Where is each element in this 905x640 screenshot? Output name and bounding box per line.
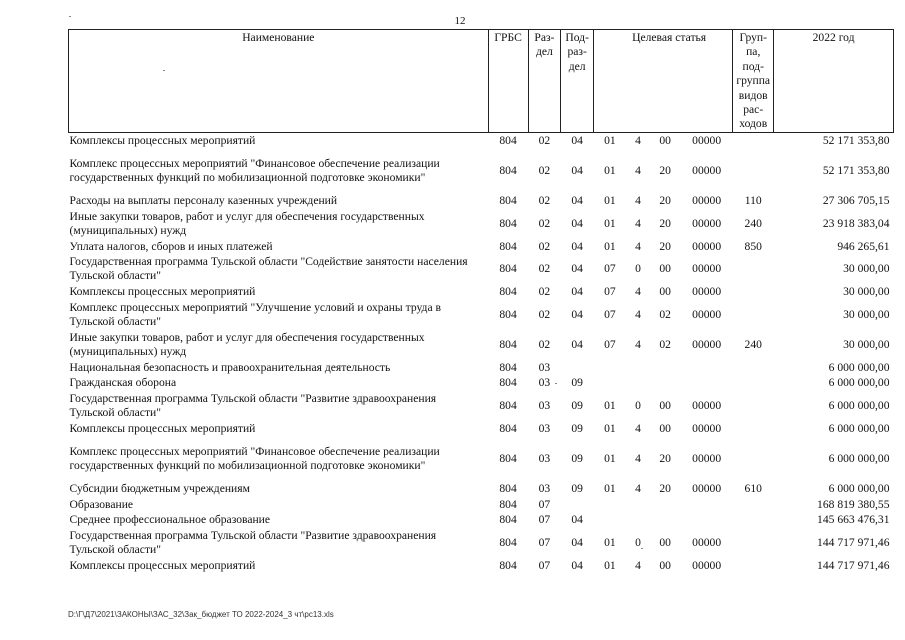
cell-name: Комплекс процессных мероприятий "Финансовое обеспечение реализации государственных функций по мобилизационной подготовке экономики" [69,444,440,472]
cell-target-direction: 00000 [692,451,722,465]
cell-grbs: 804 [499,307,517,321]
cell-podrazdel: 04 [571,513,583,527]
cell-expense-group [733,391,774,421]
cell-expense-group: 610 [744,482,762,496]
cell-name: Образование [69,497,134,511]
cell-podrazdel: 04 [571,558,583,572]
cell-name: Комплексы процессных мероприятий [69,558,256,572]
cell-razdel: 02 [538,285,551,299]
cell-razdel: 02 [538,194,551,208]
cell-grbs: 804 [499,535,517,549]
cell-target-subprogram: 00 [659,535,671,549]
cell-target-program: 01 [604,163,616,177]
cell-name: Комплексы процессных мероприятий [69,133,256,147]
cell-podrazdel: 04 [571,194,583,208]
cell-target-type: 4 [635,307,641,321]
cell-razdel: 07 [538,513,551,527]
cell-target-direction: 00000 [692,398,722,412]
cell-target-direction: 00000 [692,133,722,147]
cell-target-program: 01 [604,216,616,230]
cell-razdel: 02 [538,239,551,253]
cell-razdel: 02 [538,337,551,351]
table-row [69,284,894,300]
cell-grbs: 804 [499,497,517,511]
cell-target-program: 01 [604,133,616,147]
cell-razdel: 07 [538,535,551,549]
cell-podrazdel: 04 [571,133,583,147]
cell-name: Государственная программа Тульской области "Содействие занятости населения Тульской области" [69,255,468,283]
cell-target-direction: 00000 [692,337,722,351]
cell-target-program: 07 [604,262,616,276]
cell-name: Расходы на выплаты персоналу казенных учреждений [69,194,338,208]
cell-target-direction: 00000 [692,262,722,276]
cell-podrazdel: 09 [571,421,583,435]
cell-name: Комплекс процессных мероприятий "Улучшение условий и охраны труда в Тульской области" [69,300,441,328]
table-row [69,558,894,574]
cell-grbs: 804 [499,421,517,435]
cell-target-program [594,512,627,528]
cell-podrazdel: 04 [571,262,583,276]
cell-target-type: 0 [635,535,641,549]
cell-expense-group [733,360,774,376]
cell-grbs: 804 [499,216,517,230]
cell-target-direction: 00000 [692,216,722,230]
cell-target-subprogram: 20 [659,216,671,230]
scan-speck [163,70,165,71]
cell-amount-2022: 145 663 476,31 [817,513,890,527]
table-row [69,132,894,148]
cell-amount-2022: 27 306 705,15 [822,194,890,208]
cell-razdel: 03 [538,421,551,435]
table-row [69,360,894,376]
cell-target-type: 4 [635,451,641,465]
cell-target-type: 4 [635,216,641,230]
cell-razdel: 03 [538,360,551,374]
cell-target-direction: 00000 [692,558,722,572]
cell-target-subprogram: 20 [659,194,671,208]
cell-target-program: 01 [604,194,616,208]
cell-amount-2022: 6 000 000,00 [828,482,890,496]
cell-amount-2022: 6 000 000,00 [828,421,890,435]
cell-grbs: 804 [499,558,517,572]
cell-target-direction: 00000 [692,285,722,299]
header-grbs: ГРБС [488,30,528,133]
cell-podrazdel: 09 [571,376,583,390]
cell-expense-group [733,254,774,284]
cell-razdel: 03 [538,376,551,390]
table-row [69,528,894,558]
cell-expense-group: 240 [744,216,762,230]
cell-target-direction: 00000 [692,307,722,321]
cell-amount-2022: 946 265,61 [837,239,890,253]
table-row [69,421,894,437]
cell-target-type: 4 [635,337,641,351]
cell-expense-group [733,497,774,513]
cell-expense-group [733,375,774,391]
cell-target-subprogram: 00 [659,421,671,435]
cell-razdel: 03 [538,451,551,465]
cell-name: Национальная безопасность и правоохранительная деятельность [69,360,391,374]
cell-podrazdel: 09 [571,451,583,465]
cell-razdel: 02 [538,262,551,276]
cell-razdel: 07 [538,558,551,572]
table-row [69,512,894,528]
cell-razdel: 02 [538,216,551,230]
cell-name: Комплекс процессных мероприятий "Финансовое обеспечение реализации государственных функций по мобилизационной подготовке экономики" [69,156,440,184]
cell-grbs: 804 [499,262,517,276]
cell-amount-2022: 30 000,00 [843,262,890,276]
cell-target-program [594,375,627,391]
cell-expense-group: 240 [744,337,762,351]
table-row [69,375,894,391]
cell-target-program: 07 [604,307,616,321]
page-number: 12 [454,15,466,27]
cell-target-direction: 00000 [692,239,722,253]
cell-grbs: 804 [499,194,517,208]
cell-grbs: 804 [499,482,517,496]
table-row [69,254,894,284]
cell-target-type: 4 [635,239,641,253]
cell-amount-2022: 30 000,00 [843,285,890,299]
cell-grbs: 804 [499,133,517,147]
cell-target-subprogram: 00 [659,285,671,299]
cell-target-subprogram [650,360,681,376]
cell-target-direction: 00000 [692,421,722,435]
cell-podrazdel: 09 [571,398,583,412]
cell-name: Уплата налогов, сборов и иных платежей [69,239,273,253]
cell-expense-group [733,421,774,437]
cell-podrazdel: 04 [571,535,583,549]
cell-amount-2022: 144 717 971,46 [817,558,890,572]
cell-target-type: 0 [635,398,641,412]
cell-grbs: 804 [499,337,517,351]
cell-expense-group [733,300,774,330]
cell-podrazdel: 04 [571,307,583,321]
cell-amount-2022: 6 000 000,00 [828,360,890,374]
cell-target-type: 0 [635,262,641,276]
cell-amount-2022: 30 000,00 [843,307,890,321]
cell-target-program: 07 [604,337,616,351]
cell-target-subprogram: 02 [659,307,671,321]
cell-grbs: 804 [499,451,517,465]
cell-target-subprogram: 20 [659,451,671,465]
cell-target-direction [681,360,733,376]
file-path-footer: D:\Г\Д7\2021\ЗАКОНЫ\ЗАС_32\Зак_бюджет ТО 2022-2024_3 чт\рс13.xls [68,610,334,619]
budget-table [68,29,894,573]
cell-podrazdel: 09 [571,482,583,496]
cell-razdel: 03 [538,398,551,412]
cell-name: Иные закупки товаров, работ и услуг для обеспечения государственных (муниципальных) нужд [69,209,425,237]
cell-razdel: 02 [538,133,551,147]
cell-expense-group [733,148,774,193]
cell-podrazdel: 04 [571,337,583,351]
cell-target-type: 4 [635,285,641,299]
cell-amount-2022: 6 000 000,00 [828,451,890,465]
cell-target-subprogram: 00 [659,262,671,276]
cell-expense-group [733,558,774,574]
header-year: 2022 год [774,30,894,133]
cell-target-program: 01 [604,535,616,549]
cell-target-subprogram: 20 [659,482,671,496]
cell-target-direction: 00000 [692,535,722,549]
cell-target-direction [681,512,733,528]
cell-target-direction: 00000 [692,482,722,496]
cell-target-program [594,360,627,376]
table-row [69,193,894,209]
cell-name: Среднее профессиональное образование [69,513,271,527]
cell-target-type: 4 [635,421,641,435]
cell-name: Государственная программа Тульской области "Развитие здравоохранения Тульской области" [69,391,437,419]
cell-razdel: 03 [538,482,551,496]
table-row [69,330,894,360]
cell-expense-group: 110 [744,194,762,208]
table-row [69,148,894,193]
table-row [69,436,894,481]
cell-target-type [626,512,650,528]
cell-target-direction: 00000 [692,163,722,177]
cell-grbs: 804 [499,398,517,412]
cell-podrazdel: 04 [571,216,583,230]
scan-speck [555,383,557,384]
cell-target-type: 4 [635,194,641,208]
cell-target-subprogram: 00 [659,133,671,147]
cell-target-program: 01 [604,398,616,412]
cell-expense-group [733,528,774,558]
cell-podrazdel: 04 [571,239,583,253]
cell-expense-group: 850 [744,239,762,253]
cell-razdel: 02 [538,307,551,321]
cell-grbs: 804 [499,513,517,527]
cell-expense-group [733,436,774,481]
table-row [69,209,894,239]
cell-target-type: 4 [635,558,641,572]
header-podrazdel [561,30,594,133]
cell-target-type [626,497,650,513]
cell-target-program: 01 [604,558,616,572]
cell-razdel: 07 [538,497,551,511]
cell-target-type: 4 [635,482,641,496]
cell-amount-2022: 23 918 383,04 [822,216,890,230]
cell-amount-2022: 52 171 353,80 [822,133,890,147]
header-name: Наименование [69,30,489,133]
cell-target-subprogram [650,497,681,513]
cell-target-direction: 00000 [692,194,722,208]
cell-target-program: 01 [604,421,616,435]
cell-amount-2022: 144 717 971,46 [817,535,890,549]
cell-amount-2022: 168 819 380,55 [817,497,890,511]
cell-expense-group [733,512,774,528]
scan-speck [69,16,71,17]
cell-target-type: 4 [635,133,641,147]
cell-name: Иные закупки товаров, работ и услуг для обеспечения государственных (муниципальных) нужд [69,330,425,358]
cell-grbs: 804 [499,285,517,299]
header-group [733,30,774,133]
cell-expense-group [733,284,774,300]
cell-target-direction [681,375,733,391]
cell-podrazdel [561,360,594,376]
cell-target-program [594,497,627,513]
cell-target-subprogram [650,375,681,391]
cell-name: Комплексы процессных мероприятий [69,285,256,299]
header-group-text: Груп- па, под- группа видов рас- ходов [736,31,771,131]
cell-name: Комплексы процессных мероприятий [69,421,256,435]
header-razdel-text: Раз- дел [534,31,555,59]
cell-podrazdel: 04 [571,163,583,177]
cell-grbs: 804 [499,239,517,253]
cell-amount-2022: 6 000 000,00 [828,376,890,390]
table-row [69,239,894,255]
cell-target-type [626,360,650,376]
cell-target-program: 01 [604,451,616,465]
cell-amount-2022: 52 171 353,80 [822,163,890,177]
scan-speck [641,548,643,549]
cell-razdel: 02 [538,163,551,177]
cell-target-subprogram [650,512,681,528]
cell-target-subprogram: 00 [659,558,671,572]
table-body [69,132,894,573]
table-row [69,481,894,497]
cell-target-program: 07 [604,285,616,299]
cell-amount-2022: 30 000,00 [843,337,890,351]
cell-grbs: 804 [499,376,517,390]
table-row [69,300,894,330]
cell-target-direction [681,497,733,513]
header-target: Целевая статья [594,30,733,133]
cell-name: Государственная программа Тульской области "Развитие здравоохранения Тульской области" [69,528,437,556]
cell-target-subprogram: 20 [659,163,671,177]
cell-target-subprogram: 00 [659,398,671,412]
cell-podrazdel: 04 [571,285,583,299]
table-row [69,497,894,513]
cell-name: Субсидии бюджетным учреждениям [69,482,250,496]
cell-name: Гражданская оборона [69,376,177,390]
cell-target-program: 01 [604,482,616,496]
cell-target-subprogram: 20 [659,239,671,253]
cell-expense-group [733,132,774,148]
header-podrazdel-text: Под- раз- дел [565,31,589,73]
cell-target-type [626,375,650,391]
cell-target-program: 01 [604,239,616,253]
table-header-row [69,30,894,133]
cell-target-subprogram: 02 [659,337,671,351]
header-razdel [528,30,561,133]
cell-target-type: 4 [635,163,641,177]
cell-grbs: 804 [499,163,517,177]
cell-grbs: 804 [499,360,517,374]
cell-amount-2022: 6 000 000,00 [828,398,890,412]
table-row [69,391,894,421]
cell-podrazdel [561,497,594,513]
